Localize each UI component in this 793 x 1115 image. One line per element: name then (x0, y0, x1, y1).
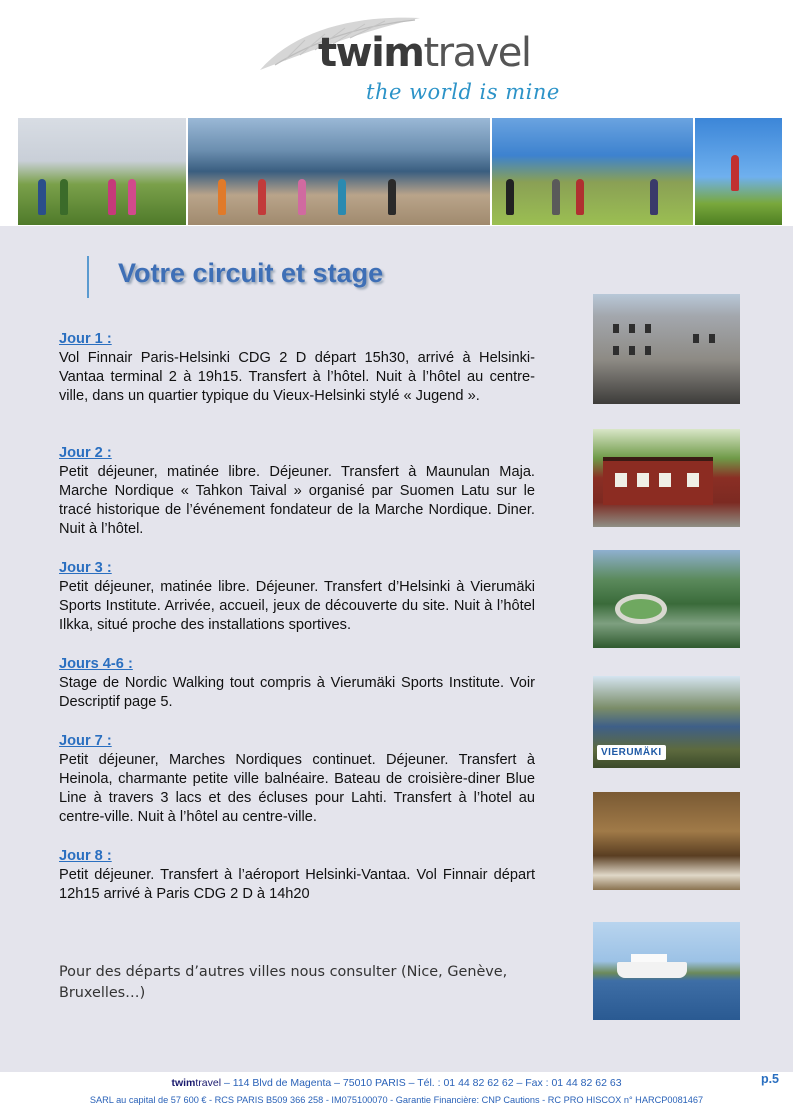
day-3 (59, 559, 535, 635)
day-heading: Jour 3 : (59, 560, 112, 576)
day-8 (59, 847, 535, 904)
photo-helsinki-street (593, 294, 740, 404)
banner-photo-walkers-lake (188, 118, 490, 225)
day-text: Petit déjeuner, matinée libre. Déjeuner. Transfert d’Helsinki à Vierumäki Sports Institute. Arrivée, accueil, jeux de découverte du site. Nuit à l’hôtel Ilkka, situé proche des installations sportives. (59, 579, 535, 633)
day-2 (59, 444, 535, 539)
day-heading: Jour 7 : (59, 733, 112, 749)
departure-note: Pour des départs d’autres villes nous consulter (Nice, Genève, Bruxelles…) (59, 964, 508, 1001)
footer-legal-line: SARL au capital de 57 600 € - RCS PARIS B509 366 258 - IM075100070 - Garantie Financière: CNP Cautions - RC PRO HISCOX n° HARCP0081467 (89, 1095, 704, 1105)
photo-maunulan-maja (593, 429, 740, 527)
photo-vierumaki-aerial (593, 550, 740, 648)
day-heading: Jour 2 : (59, 445, 112, 461)
main-content (0, 226, 793, 1072)
tagline: the world is mine (366, 80, 560, 104)
photo-restaurant-buffet (593, 792, 740, 890)
page-title: Votre circuit et stage (118, 258, 384, 288)
day-text: Petit déjeuner. Transfert à l’aéroport Helsinki-Vantaa. Vol Finnair départ 12h15 arrivé à Paris CDG 2 D à 14h20 (59, 867, 535, 902)
banner-photo-walkers-park (18, 118, 186, 225)
day-heading: Jours 4-6 : (59, 656, 133, 672)
footer-address-line (0, 1077, 793, 1089)
photo-banner (18, 118, 782, 225)
footer-brand-light: travel (195, 1077, 222, 1089)
brand-name (318, 30, 531, 76)
title-accent-bar (87, 256, 89, 298)
banner-photo-walkers-mountain (492, 118, 693, 225)
banner-photo-jumper (695, 118, 782, 225)
day-text: Petit déjeuner, Marches Nordiques continuet. Déjeuner. Transfert à Heinola, charmante petite ville balnéaire. Bateau de croisière-diner Blue Line à travers 3 lacs et des écluses pour Lahti. Transfert à l’hotel au centre-ville. Nuit à l’hôtel au centre-ville. (59, 752, 535, 825)
day-heading: Jour 8 : (59, 848, 112, 864)
header-logo (0, 0, 793, 118)
day-text: Petit déjeuner, matinée libre. Déjeuner. Transfert à Maunulan Maja. Marche Nordique « Tahkon Taival » organisé par Suomen Latu sur le tracé historique de l’événement fondateur de la Marche Nordique. Diner. Nuit à l’hôtel. (59, 464, 535, 537)
vierumaki-logo: VIERUMÄKI (597, 745, 666, 760)
footer-address: – 114 Blvd de Magenta – 75010 PARIS – Tél. : 01 44 82 62 62 – Fax : 01 44 82 62 63 (221, 1077, 622, 1089)
day-7 (59, 732, 535, 827)
page-number: p.5 (760, 1072, 779, 1086)
footer (0, 1072, 793, 1115)
brand-bold: twim (318, 30, 424, 76)
day-text: Vol Finnair Paris-Helsinki CDG 2 D départ 15h30, arrivé à Helsinki-Vantaa terminal 2 à 19h15. Transfert à l’hôtel. Nuit à l’hôtel au centre-ville, dans un quartier typique du Vieux-Helsinki stylé « Jugend ». (59, 350, 535, 404)
photo-vierumaki-lake (593, 676, 740, 768)
brand-light: travel (423, 30, 531, 76)
days-4-6 (59, 655, 535, 712)
footer-brand-bold: twim (171, 1077, 196, 1089)
photo-cruise-boat (593, 922, 740, 1020)
day-heading: Jour 1 : (59, 331, 112, 347)
day-1 (59, 330, 535, 406)
day-text: Stage de Nordic Walking tout compris à Vierumäki Sports Institute. Voir Descriptif page 5. (59, 675, 535, 710)
